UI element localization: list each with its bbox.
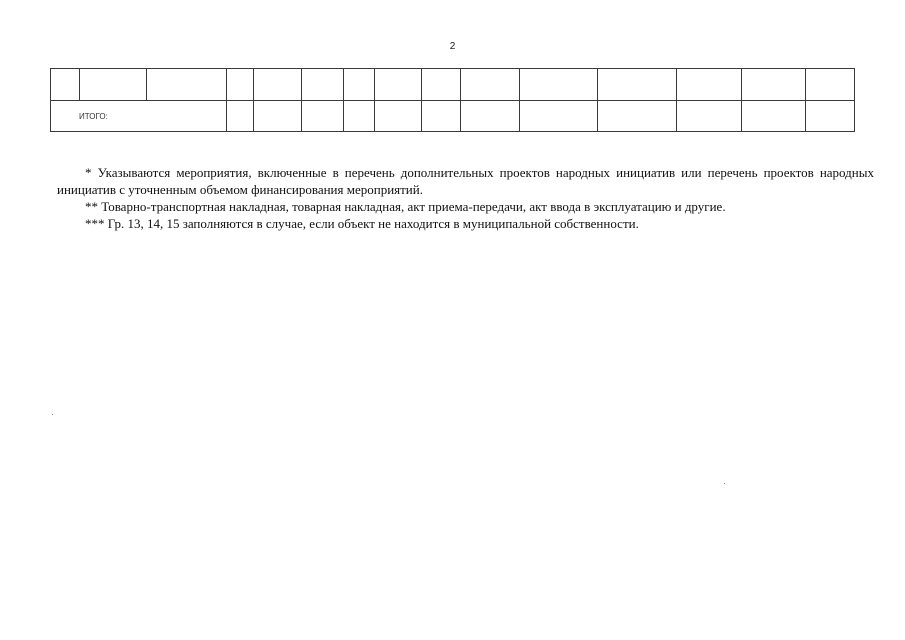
table-cell xyxy=(806,69,855,101)
summary-table xyxy=(50,68,855,132)
table-cell xyxy=(227,101,254,132)
table-cell xyxy=(677,69,742,101)
table-cell xyxy=(51,69,80,101)
table-cell xyxy=(254,69,302,101)
table-cell xyxy=(344,69,375,101)
table-cell xyxy=(344,101,375,132)
table-cell xyxy=(375,101,422,132)
table-cell xyxy=(598,69,677,101)
table-cell xyxy=(677,101,742,132)
table-cell xyxy=(461,69,520,101)
footnote-1: * Указываются мероприятия, включенные в перечень дополнительных проектов народных инициатив или перечень проектов народных инициатив с уточненным объемом финансирования мероприятий. xyxy=(57,165,874,197)
table-cell xyxy=(422,101,461,132)
table-cell xyxy=(520,101,598,132)
footnote-3: *** Гр. 13, 14, 15 заполняются в случае, если объект не находится в муниципальной собственности. xyxy=(85,216,639,231)
table-cell xyxy=(375,69,422,101)
table-row xyxy=(51,69,855,101)
table-cell xyxy=(520,69,598,101)
table-cell xyxy=(422,69,461,101)
table-cell xyxy=(302,69,344,101)
table-cell xyxy=(227,69,254,101)
footnotes xyxy=(57,164,874,232)
footnote-2: ** Товарно-транспортная накладная, товарная накладная, акт приема-передачи, акт ввода в эксплуатацию и другие. xyxy=(85,199,726,214)
table-cell xyxy=(742,69,806,101)
scan-speck xyxy=(724,483,725,484)
table-cell xyxy=(80,69,147,101)
table-cell xyxy=(254,101,302,132)
total-row xyxy=(51,101,855,132)
table-cell xyxy=(742,101,806,132)
table-cell xyxy=(461,101,520,132)
total-label: ИТОГО: xyxy=(51,101,227,132)
table-cell xyxy=(147,69,227,101)
page-number: 2 xyxy=(449,41,456,52)
table-cell xyxy=(598,101,677,132)
scan-speck xyxy=(52,414,53,415)
table-cell xyxy=(302,101,344,132)
table-cell xyxy=(806,101,855,132)
